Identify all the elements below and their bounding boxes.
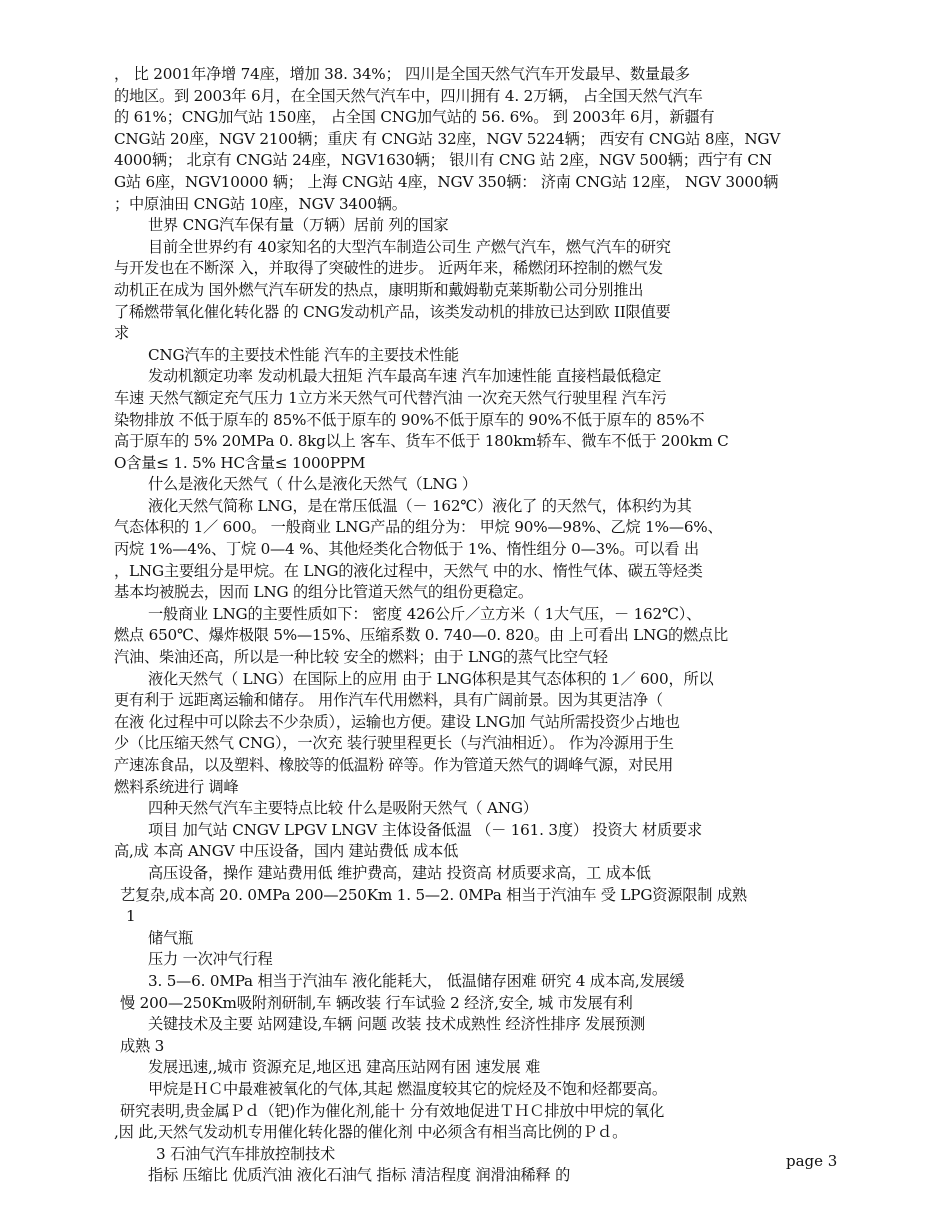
text-line: ；中原油田 CNG站 10座，NGV 3400辆。 bbox=[114, 194, 407, 213]
text-line: 一般商业 LNG的主要性质如下： 密度 426公斤／立方米（ 1大气压，－ 162℃）、 bbox=[148, 604, 702, 623]
document-body bbox=[114, 64, 814, 1187]
text-line: ,因 此,天然气发动机专用催化转化器的催化剂 中必须含有相当高比例的Ｐｄ。 bbox=[114, 1123, 628, 1142]
text-line: 气态体积的 1／ 600。 一般商业 LNG产品的组分为： 甲烷 90%—98%、乙烷 1%—6%、 bbox=[114, 518, 723, 537]
text-line: 了稀燃带氧化催化转化器 的 CNG发动机产品，该类发动机的排放已达到欧 II限值要 bbox=[114, 302, 671, 321]
text-line: 四种天然气汽车主要特点比较 什么是吸附天然气（ ANG） bbox=[148, 799, 538, 818]
text-line: 4000辆； 北京有 CNG站 24座，NGV1630辆； 银川有 CNG 站 2座，NGV 500辆；西宁有 CN bbox=[114, 151, 772, 170]
text-line: 3. 5—6. 0MPa 相当于汽油车 液化能耗大， 低温储存困难 研究 4 成本高,发展缓 bbox=[148, 971, 685, 990]
text-line: 发展迅速,,城市 资源充足,地区迅 建高压站网有困 速发展 难 bbox=[148, 1058, 541, 1077]
text-line: 的 61%；CNG加气站 150座， 占全国 CNG加气站的 56. 6%。 到 2003年 6月，新疆有 bbox=[114, 108, 715, 127]
text-line: 指标 压缩比 优质汽油 液化石油气 指标 清洁程度 润滑油稀释 的 bbox=[148, 1166, 571, 1185]
text-line: CNG汽车的主要技术性能 汽车的主要技术性能 bbox=[148, 345, 459, 364]
text-line: 燃点 650℃、爆炸极限 5%—15%、压缩系数 0. 740—0. 820。由 上可看出 LNG的燃点比 bbox=[114, 626, 728, 645]
text-line: ，LNG主要组分是甲烷。在 LNG的液化过程中，天然气 中的水、惰性气体、碳五等烃类 bbox=[114, 561, 703, 580]
text-line: G站 6座，NGV10000 辆； 上海 CNG站 4座，NGV 350辆： 济南 CNG站 12座， NGV 3000辆 bbox=[114, 172, 779, 191]
text-line: 更有利于 远距离运输和储存。 用作汽车代用燃料，具有广阔前景。因为其更洁净（ bbox=[114, 691, 663, 710]
text-line: 液化天然气简称 LNG，是在常压低温（－ 162℃）液化了 的天然气，体积约为其 bbox=[148, 496, 692, 515]
text-line: 液化天然气（ LNG）在国际上的应用 由于 LNG体积是其气态体积的 1／ 600，所以 bbox=[148, 669, 714, 688]
text-line: 慢 200—250Km吸附剂研制,车 辆改装 行车试验 2 经济,安全, 城 市发展有利 bbox=[120, 993, 633, 1012]
page-number: page 3 bbox=[786, 1152, 838, 1170]
text-line: 燃料系统进行 调峰 bbox=[114, 777, 239, 796]
text-line: 高压设备，操作 建站费用低 维护费高，建站 投资高 材质要求高，工 成本低 bbox=[148, 863, 651, 882]
text-line: 目前全世界约有 40家知名的大型汽车制造公司生 产燃气汽车，燃气汽车的研究 bbox=[148, 237, 671, 256]
text-line: 世界 CNG汽车保有量（万辆）居前 列的国家 bbox=[148, 216, 449, 235]
text-line: 产速冻食品，以及塑料、橡胶等的低温粉 碎等。作为管道天然气的调峰气源，对民用 bbox=[114, 756, 674, 774]
text-line: 发动机额定功率 发动机最大扭矩 汽车最高车速 汽车加速性能 直接档最低稳定 bbox=[148, 367, 662, 386]
text-line: 3 石油气汽车排放控制技术 bbox=[156, 1144, 335, 1163]
text-line: 高于原车的 5% 20MPa 0. 8kg以上 客车、货车不低于 180km轿车、微车不低于 200km C bbox=[114, 432, 729, 451]
text-line: 关键技术及主要 站网建设,车辆 问题 改装 技术成熟性 经济性排序 发展预测 bbox=[148, 1015, 646, 1034]
text-line: 1 bbox=[126, 907, 136, 926]
text-line: 与开发也在不断深 入，并取得了突破性的进步。 近两年来，稀燃闭环控制的燃气发 bbox=[114, 259, 663, 278]
text-line: 求 bbox=[114, 324, 129, 343]
text-line: 高,成 本高 ANGV 中压设备，国内 建站费低 成本低 bbox=[114, 842, 459, 861]
text-line: 丙烷 1%—4%、丁烷 0—4 %、其他烃类化合物低于 1%、惰性组分 0—3%。可以看 出 bbox=[114, 540, 699, 559]
text-line: 在液 化过程中可以除去不少杂质），运输也方便。建设 LNG加 气站所需投资少占地也 bbox=[114, 712, 680, 731]
text-line: 的地区。到 2003年 6月，在全国天然气汽车中，四川拥有 4. 2万辆， 占全国天然气汽车 bbox=[114, 86, 703, 105]
text-line: 项目 加气站 CNGV LPGV LNGV 主体设备低温 （－ 161. 3度） 投资大 材质要求 bbox=[148, 820, 702, 839]
text-line: ， 比 2001年净增 74座，增加 38. 34%； 四川是全国天然气汽车开发最早、数量最多 bbox=[114, 65, 690, 83]
text-line: 储气瓶 bbox=[148, 928, 193, 947]
text-line: 汽油、柴油还高，所以是一种比较 安全的燃料；由于 LNG的蒸气比空气轻 bbox=[114, 648, 608, 667]
text-line: 动机正在成为 国外燃气汽车研发的热点，康明斯和戴姆勒克莱斯勒公司分别推出 bbox=[114, 280, 644, 299]
text-line: 车速 天然气额定充气压力 1立方米天然气可代替汽油 一次充天然气行驶里程 汽车污 bbox=[114, 388, 667, 407]
text-line: 染物排放 不低于原车的 85%不低于原车的 90%不低于原车的 90%不低于原车的 85%不 bbox=[114, 410, 705, 429]
text-line: O含量≤ 1. 5% HC含量≤ 1000PPM bbox=[114, 453, 366, 472]
text-line: 成熟 3 bbox=[120, 1036, 165, 1055]
text-line: 少（比压缩天然气 CNG），一次充 装行驶里程更长（与汽油相近）。 作为冷源用于生 bbox=[114, 734, 674, 753]
text-line: 压力 一次冲气行程 bbox=[148, 950, 273, 969]
text-line: 什么是液化天然气（ 什么是液化天然气（LNG ） bbox=[148, 475, 477, 494]
text-line: 甲烷是ＨＣ中最难被氧化的气体,其起 燃温度较其它的烷烃及不饱和烃都要高。 bbox=[148, 1079, 667, 1098]
text-line: CNG站 20座，NGV 2100辆；重庆 有 CNG站 32座，NGV 5224辆； 西安有 CNG站 8座，NGV bbox=[114, 129, 781, 148]
text-line: 艺复杂,成本高 20. 0MPa 200—250Km 1. 5—2. 0MPa 相当于汽油车 受 LPG资源限制 成熟 bbox=[120, 885, 747, 904]
text-line: 研究表明,贵金属Ｐｄ（钯)作为催化剂,能十 分有效地促进ＴＨＣ排放中甲烷的氧化 bbox=[120, 1101, 665, 1120]
text-line: 基本均被脱去，因而 LNG 的组分比管道天然气的组份更稳定。 bbox=[114, 583, 533, 602]
